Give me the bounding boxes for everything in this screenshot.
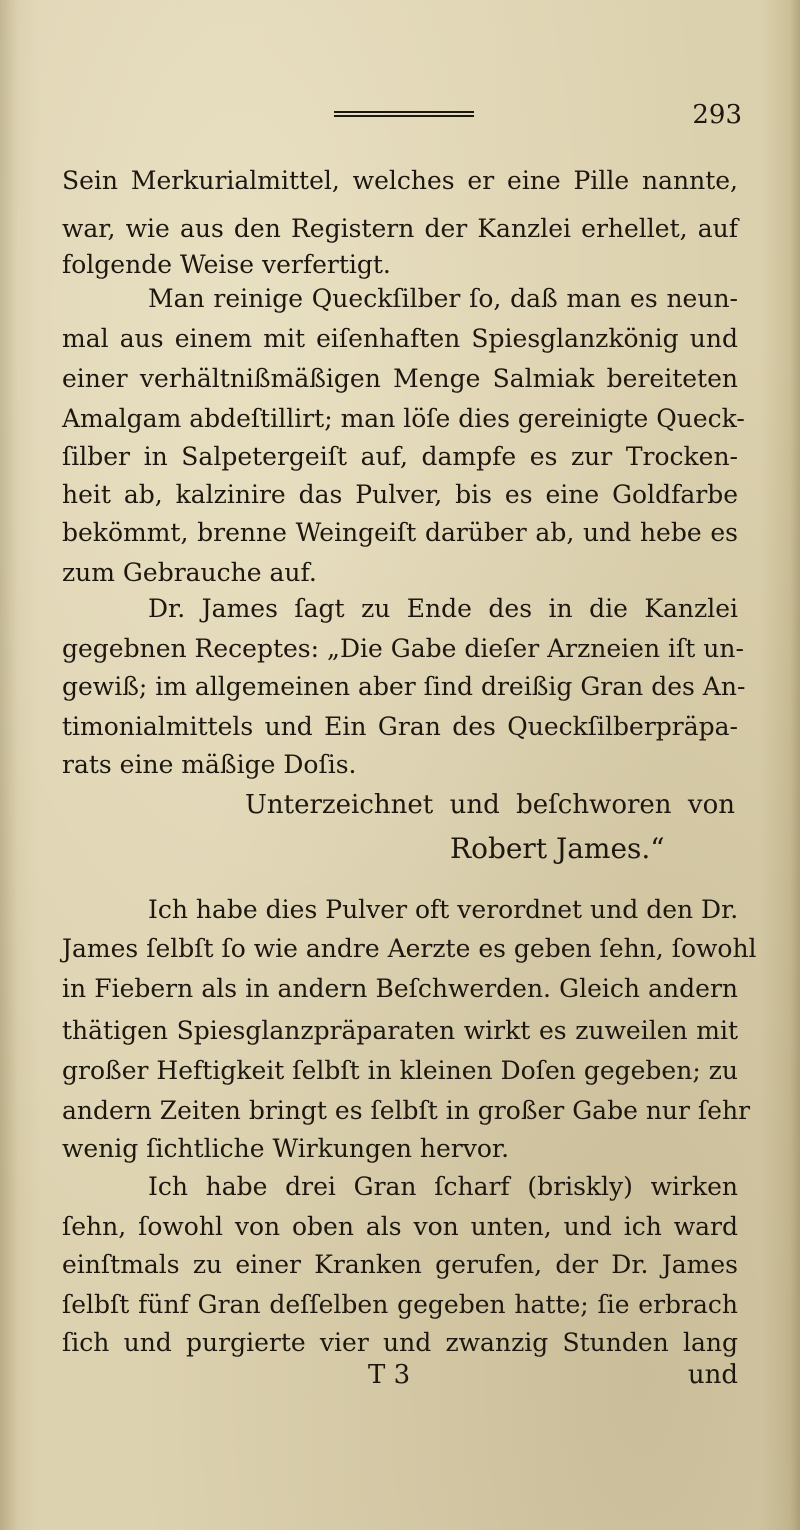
- signature-attestation: Unterzeichnet und beſchworen von: [245, 790, 735, 820]
- text-line: timonialmittels und Ein Gran des Queckſilberpräpa-: [62, 712, 738, 741]
- page-number: 293: [692, 100, 742, 130]
- text-line: ſehn, ſowohl von oben als von unten, und ich ward: [62, 1212, 738, 1241]
- text-line: James ſelbſt ſo wie andre Aerzte es geben ſehn, ſowohl: [62, 934, 757, 963]
- text-line: rats eine mäßige Doſis.: [62, 750, 357, 779]
- catchword: und: [687, 1360, 738, 1390]
- text-line: großer Heftigkeit ſelbſt in kleinen Doſen gegeben; zu: [62, 1056, 738, 1085]
- text-line: folgende Weise verfertigt.: [62, 250, 391, 279]
- text-line: ſelbſt fünf Gran deſſelben gegeben hatte; ſie erbrach: [62, 1290, 738, 1319]
- text-line: Man reinige Queckſilber ſo, daß man es neun-: [148, 284, 738, 313]
- text-line: ſich und purgierte vier und zwanzig Stunden lang: [62, 1328, 738, 1357]
- header-rule: [334, 111, 474, 117]
- text-line: Dr. James ſagt zu Ende des in die Kanzlei: [148, 594, 738, 623]
- text-line: thätigen Spiesglanzpräparaten wirkt es zuweilen mit: [62, 1016, 738, 1045]
- signature-mark: T 3: [368, 1360, 411, 1390]
- text-line: Amalgam abdeſtillirt; man löſe dies gereinigte Queck-: [62, 404, 745, 433]
- text-line: gewiß; im allgemeinen aber ſind dreißig Gran des An-: [62, 672, 746, 701]
- text-line: bekömmt, brenne Weingeiſt darüber ab, und hebe es: [62, 518, 738, 547]
- text-line: heit ab, kalzinire das Pulver, bis es eine Goldfarbe: [62, 480, 738, 509]
- text-line: gegebnen Receptes: „Die Gabe dieſer Arzneien iſt un-: [62, 634, 744, 663]
- text-line: in Fiebern als in andern Beſchwerden. Gleich andern: [62, 974, 738, 1003]
- text-line: Ich habe dies Pulver oft verordnet und den Dr.: [148, 895, 739, 924]
- text-line: andern Zeiten bringt es ſelbſt in großer Gabe nur ſehr: [62, 1096, 751, 1125]
- text-line: mal aus einem mit eiſenhaften Spiesglanzkönig und: [62, 324, 738, 353]
- text-line: ſilber in Salpetergeiſt auf, dampfe es zur Trocken-: [62, 442, 738, 471]
- text-line: wenig ſichtliche Wirkungen hervor.: [62, 1134, 510, 1163]
- text-line: war, wie aus den Registern der Kanzlei erhellet, auf: [62, 214, 738, 243]
- text-line: einer verhältnißmäßigen Menge Salmiak bereiteten: [62, 364, 738, 393]
- text-line: zum Gebrauche auf.: [62, 558, 317, 587]
- text-line: einſtmals zu einer Kranken gerufen, der Dr. James: [62, 1250, 738, 1279]
- text-line: Ich habe drei Gran ſcharf (briskly) wirken: [148, 1172, 738, 1201]
- signature-name: Robert James.“: [450, 832, 665, 865]
- text-line: Sein Merkurialmittel, welches er eine Pille nannte,: [62, 166, 738, 195]
